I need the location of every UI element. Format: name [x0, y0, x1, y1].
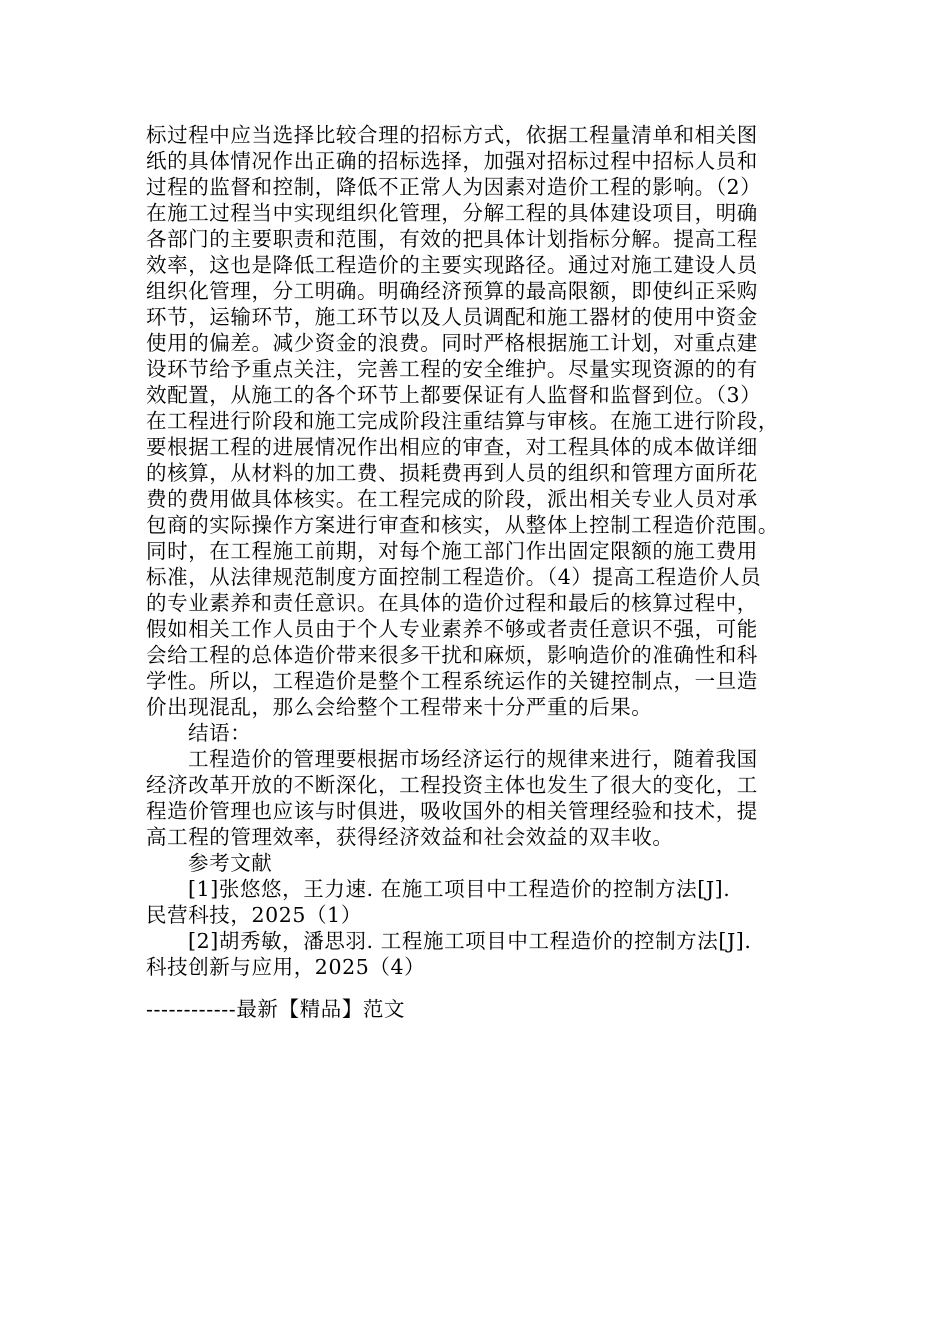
body-line: 的核算，从材料的加工费、损耗费再到人员的组织和管理方面所花 — [146, 461, 758, 485]
body-line: 设环节给予重点关注，完善工程的安全维护。尽量实现资源的的有 — [146, 357, 758, 381]
body-line: 包商的实际操作方案进行审查和核实，从整体上控制工程造价范围。 — [146, 513, 779, 537]
body-line: 标准，从法律规范制度方面控制工程造价。（4）提高工程造价人员 — [146, 565, 762, 589]
body-line: 组织化管理，分工明确。明确经济预算的最高限额，即使纠正采购 — [146, 279, 758, 303]
references-heading: 参考文献 — [188, 851, 273, 875]
body-line: 要根据工程的进展情况作出相应的审查，对工程具体的成本做详细 — [146, 435, 758, 459]
body-line: 环节，运输环节，施工环节以及人员调配和施工器材的使用中资金 — [146, 305, 758, 329]
body-line: 的专业素养和责任意识。在具体的造价过程和最后的核算过程中， — [146, 591, 758, 615]
reference-item-2-cont: 科技创新与应用，2025（4） — [146, 955, 426, 979]
body-line: 各部门的主要职责和范围，有效的把具体计划指标分解。提高工程 — [146, 227, 758, 251]
conclusion-line: 经济改革开放的不断深化，工程投资主体也发生了很大的变化，工 — [146, 773, 758, 797]
body-line: 会给工程的总体造价带来很多干扰和麻烦，影响造价的准确性和科 — [146, 643, 758, 667]
reference-item-1: [1]张悠悠，王力速. 在施工项目中工程造价的控制方法[J]. — [188, 877, 731, 901]
reference-item-1-cont: 民营科技，2025（1） — [146, 903, 362, 927]
body-line: 使用的偏差。减少资金的浪费。同时严格根据施工计划，对重点建 — [146, 331, 758, 355]
reference-item-2: [2]胡秀敏，潘思羽. 工程施工项目中工程造价的控制方法[J]. — [188, 929, 752, 953]
conclusion-line: 程造价管理也应该与时俱进，吸收国外的相关管理经验和技术，提 — [146, 799, 758, 823]
body-line: 费的费用做具体核实。在工程完成的阶段，派出相关专业人员对承 — [146, 487, 758, 511]
body-line: 标过程中应当选择比较合理的招标方式，依据工程量清单和相关图 — [146, 123, 758, 147]
body-line: 在施工过程当中实现组织化管理，分解工程的具体建设项目，明确 — [146, 201, 758, 225]
body-line: 价出现混乱，那么会给整个工程带来十分严重的后果。 — [146, 695, 653, 719]
conclusion-line: 工程造价的管理要根据市场经济运行的规律来进行，随着我国 — [188, 747, 758, 771]
body-line: 同时，在工程施工前期，对每个施工部门作出固定限额的施工费用 — [146, 539, 758, 563]
body-line: 纸的具体情况作出正确的招标选择，加强对招标过程中招标人员和 — [146, 149, 758, 173]
body-line: 效率，这也是降低工程造价的主要实现路径。通过对施工建设人员 — [146, 253, 758, 277]
body-line: 假如相关工作人员由于个人专业素养不够或者责任意识不强，可能 — [146, 617, 758, 641]
conclusion-heading: 结语： — [188, 721, 252, 745]
body-line: 过程的监督和控制，降低不正常人为因素对造价工程的影响。（2） — [146, 175, 762, 199]
footer-text: ------------最新【精品】范文 — [146, 997, 406, 1021]
body-line: 在工程进行阶段和施工完成阶段注重结算与审核。在施工进行阶段， — [146, 409, 779, 433]
body-line: 效配置，从施工的各个环节上都要保证有人监督和监督到位。（3） — [146, 383, 762, 407]
body-line: 学性。所以，工程造价是整个工程系统运作的关键控制点，一旦造 — [146, 669, 758, 693]
conclusion-line: 高工程的管理效率，获得经济效益和社会效益的双丰收。 — [146, 825, 674, 849]
